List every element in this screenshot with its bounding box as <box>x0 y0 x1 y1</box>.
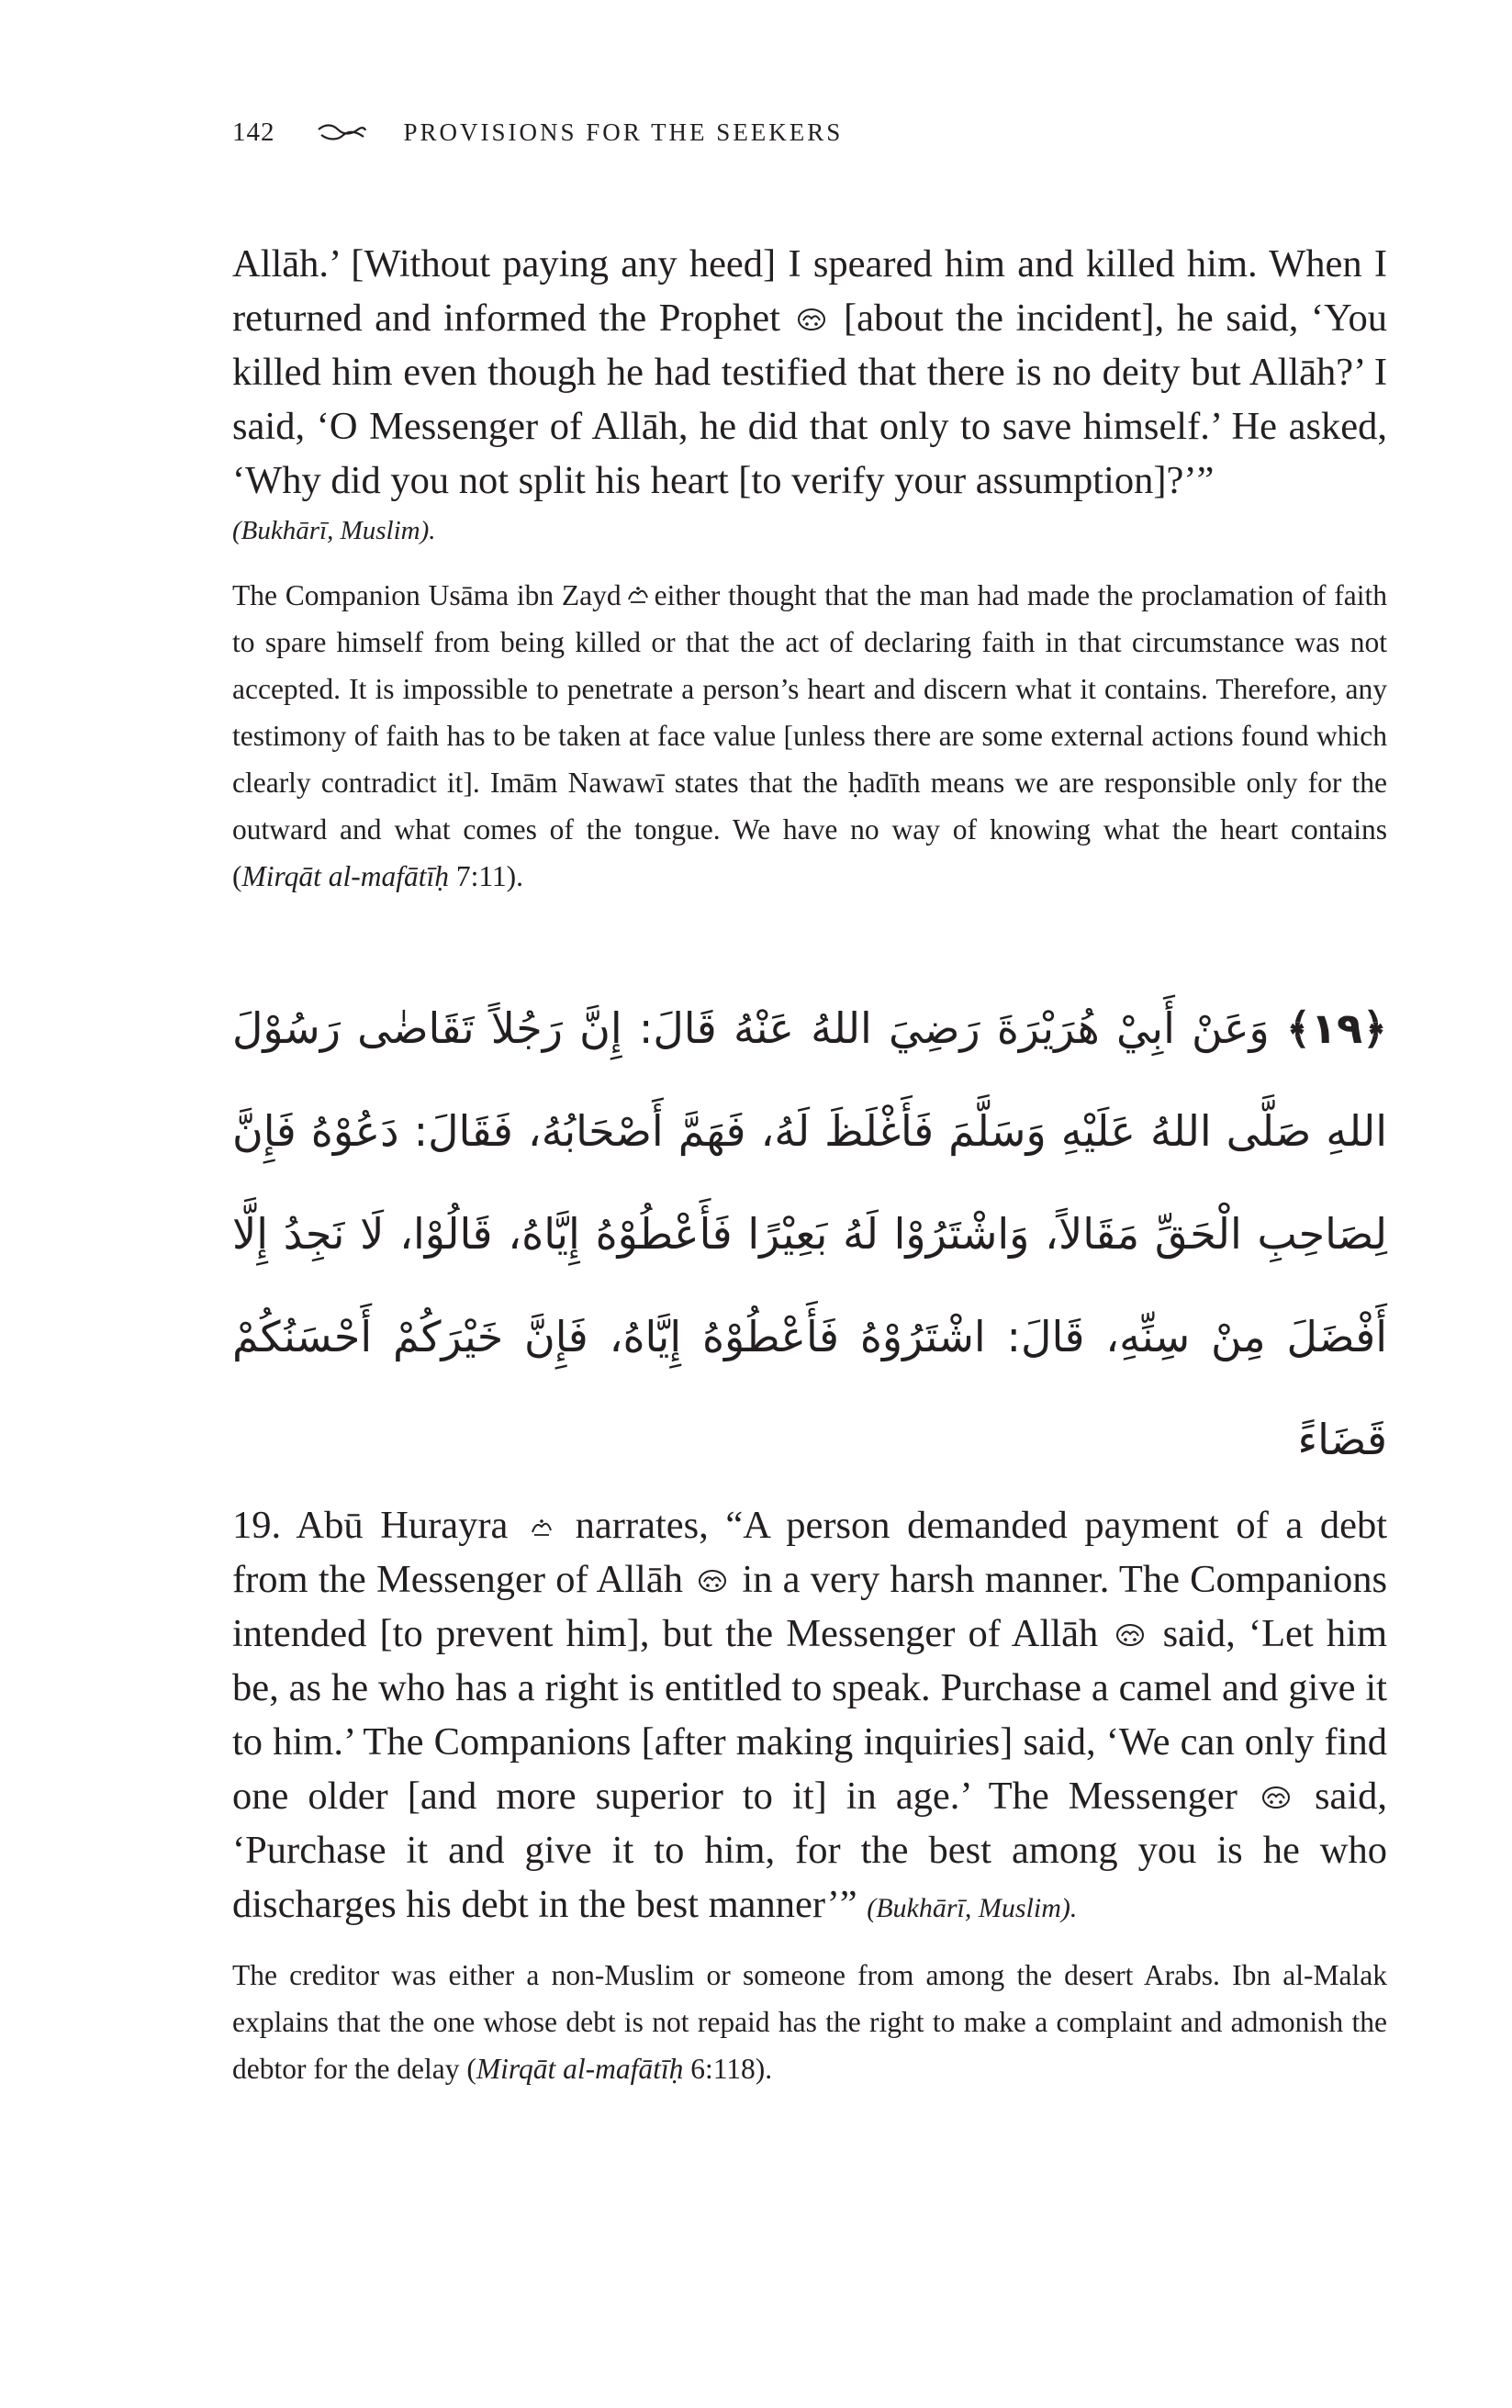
radiyallahu-anhu-honorific-icon <box>625 574 651 598</box>
salawat-honorific-icon <box>1114 1609 1146 1637</box>
text-segment: narrates, “A person demanded payment of a debt from the Messenger of Allāh <box>232 1504 1388 1601</box>
commentary-paragraph <box>232 572 1387 900</box>
arabic-hadith-text <box>232 977 1387 1491</box>
text-segment: said, ‘Purchase it and give it to him, for the best among you is he who discharges his debt in the best manner’” <box>232 1775 1388 1926</box>
text-segment: said, ‘Let him be, as he who has a right is entitled to speak. Purchase a camel and give it to him.’ The Companions [after making inquiries] said, ‘We can only find one older [and more superior to it] in age.’ The Messenger <box>232 1612 1388 1818</box>
text-segment: in a very harsh manner. The Companions intended [to prevent him], but the Messenger of Allāh <box>232 1558 1388 1655</box>
hadith-translation <box>232 1498 1387 1935</box>
hadith-source: (Bukhārī, Muslim). <box>232 516 436 545</box>
scroll-ornament-icon <box>316 122 367 142</box>
salawat-honorific-icon <box>1260 1772 1292 1799</box>
radiyallahu-anhu-honorific-icon <box>529 1500 554 1524</box>
citation-reference: 7:11). <box>455 860 524 892</box>
hadith-number-marker: ﴿١٩﴾ <box>1285 1003 1387 1053</box>
citation-reference: 6:118). <box>690 2053 773 2085</box>
text-segment: The Companion Usāma ibn Zayd <box>232 579 622 611</box>
salawat-honorific-icon <box>796 294 827 321</box>
page-number: 142 <box>232 117 275 147</box>
text-segment: The creditor was either a non-Muslim or someone from among the desert Arabs. Ibn al-Malak explains that the one whose debt is not repaid has the right to make a complaint and admonish the debtor for the delay ( <box>232 1959 1387 2085</box>
running-head <box>232 112 1387 152</box>
citation-title: Mirqāt al-mafātīḥ <box>476 2053 684 2085</box>
text-segment: either thought that the man had made the proclamation of faith to spare himself from being killed or that the act of declaring faith in that circumstance was not accepted. It is impossible to penetrate a person’s heart and discern what it contains. Therefore, any testimony of faith has to be taken at face value [unless there are some external actions found which clearly contradict it]. Imām Nawawī states that the ḥadīth means we are responsible only for the outward and what comes of the tongue. We have no way of knowing what the heart contains ( <box>232 579 1387 892</box>
citation-title: Mirqāt al-mafātīḥ <box>241 860 449 892</box>
hadith-source: (Bukhārī, Muslim). <box>867 1893 1078 1923</box>
salawat-honorific-icon <box>697 1555 728 1583</box>
text-segment: Allāh.’ [Without paying any heed] I speared him and killed him. When I returned and informed the Prophet <box>232 242 1387 340</box>
text-segment: 19. Abū Hurayra <box>232 1504 509 1547</box>
hadith-translation-continued <box>232 237 1387 508</box>
commentary-paragraph <box>232 1952 1387 2092</box>
running-head-title: PROVISIONS FOR THE SEEKERS <box>403 118 844 146</box>
book-page <box>232 112 1387 2092</box>
arabic-text: وَعَنْ أَبِيْ هُرَيْرَةَ رَضِيَ اللهُ عَنْهُ قَالَ: إِنَّ رَجُلاً تَقَاضٰى رَسُوْلَ اللهِ صَلَّى اللهُ عَلَيْهِ وَسَلَّمَ فَأَغْلَظَ لَهُ، فَهَمَّ أَصْحَابُهُ، فَقَالَ: دَعُوْهُ فَإِنَّ لِصَاحِبِ الْحَقِّ مَقَالاً، وَاشْتَرُوْا لَهُ بَعِيْرًا فَأَعْطُوْهُ إِيَّاهُ، قَالُوْا، لَا نَجِدُ إِلَّا أَفْضَلَ مِنْ سِنِّهِ، قَالَ: اشْتَرُوْهُ فَأَعْطُوْهُ إِيَّاهُ، فَإِنَّ خَيْرَكُمْ أَحْسَنُكُمْ قَضَاءً <box>232 1003 1387 1464</box>
text-segment: [about the incident], he said, ‘You killed him even though he had testified that there is no deity but Allāh?’ I said, ‘O Messenger of Allāh, he did that only to save himself.’ He asked, ‘Why did you not split his heart [to verify your assumption]?’” <box>232 297 1388 502</box>
